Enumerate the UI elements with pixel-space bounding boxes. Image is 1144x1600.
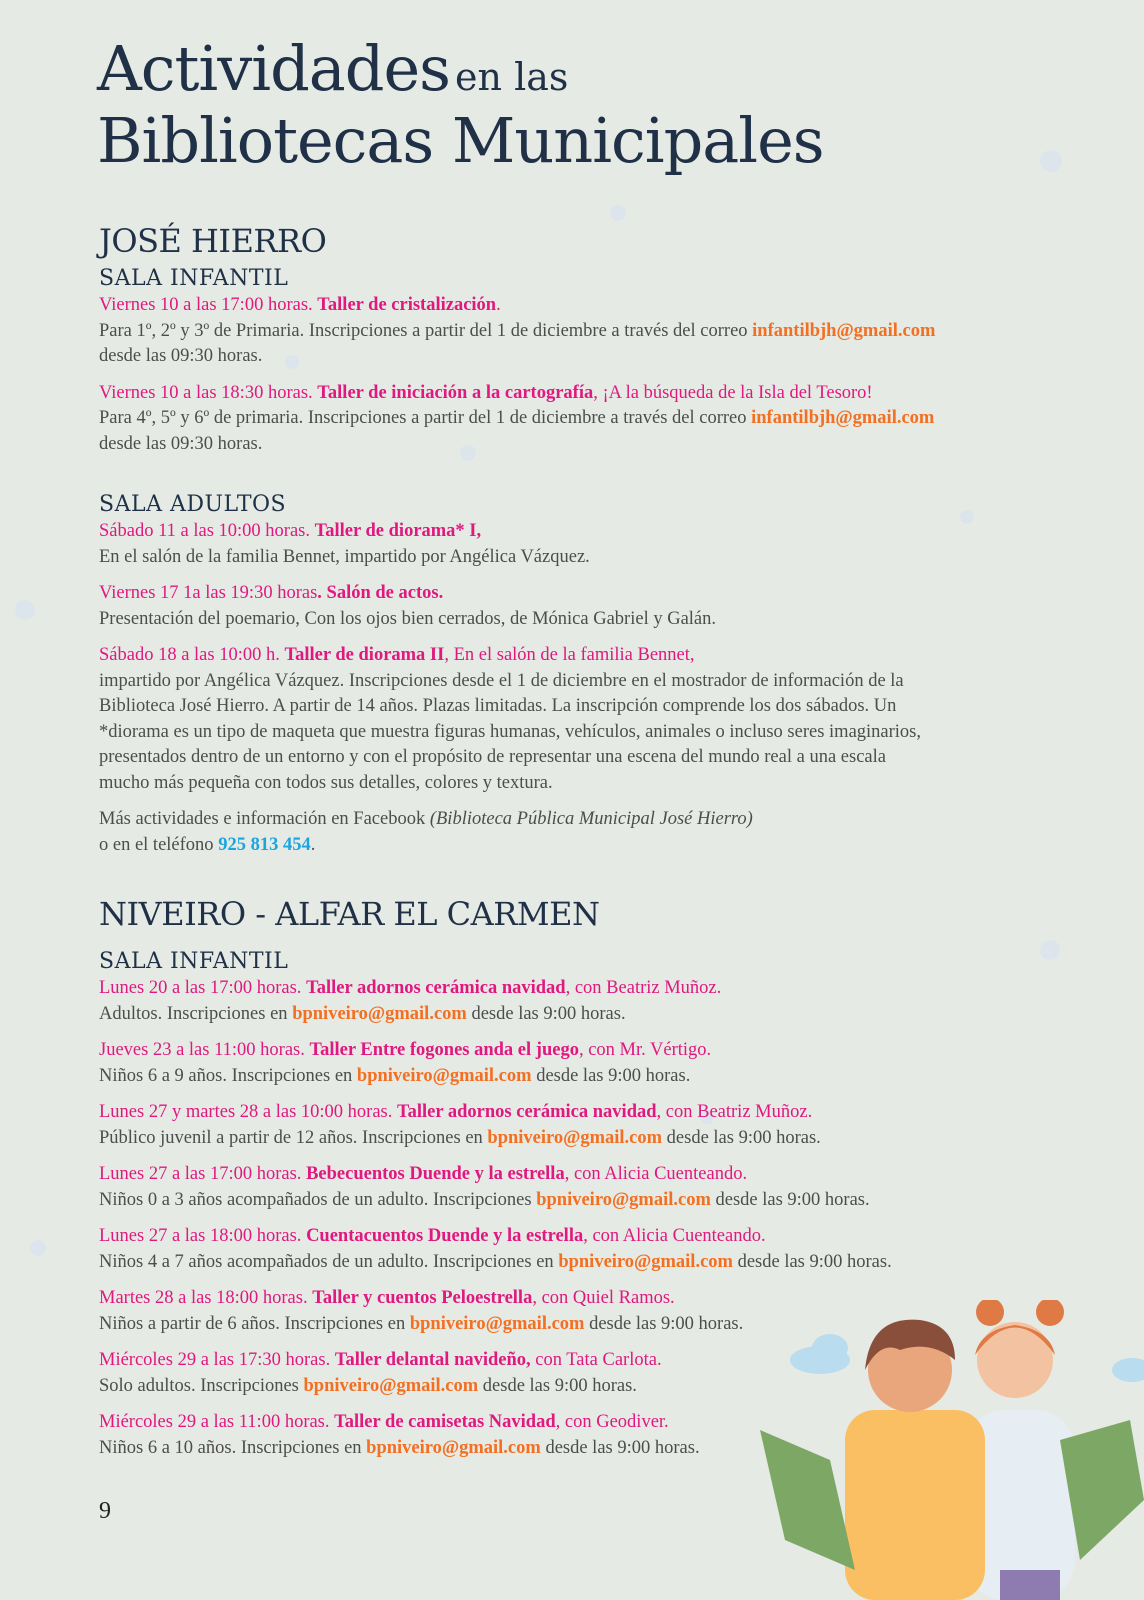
entry-line <box>99 344 1059 370</box>
event-title: Cuentacuentos Duende y la estrella <box>306 1226 584 1246</box>
entry-line <box>99 519 1059 545</box>
event-details: En el salón de la familia Bennet, impartido por Angélica Vázquez. <box>99 546 590 567</box>
event-title: Bebecuentos Duende y la estrella <box>306 1164 565 1184</box>
entry-line <box>99 432 1059 458</box>
event-details: Niños a partir de 6 años. Inscripciones en <box>99 1313 410 1334</box>
activity-entry <box>99 1038 1059 1089</box>
event-title: Taller de diorama II <box>284 645 445 665</box>
entry-line <box>99 771 1059 797</box>
event-title: Taller adornos cerámica navidad <box>306 978 566 998</box>
section-spacer <box>99 869 1059 895</box>
event-date: Lunes 27 a las 17:00 horas. <box>99 1164 307 1184</box>
event-title: Taller delantal navideño, <box>334 1350 531 1370</box>
title-line-bibliotecas: Bibliotecas Municipales <box>97 104 824 177</box>
event-title: Taller Entre fogones anda el juego <box>309 1040 579 1060</box>
event-date: , ¡A la búsqueda de la Isla del Tesoro! <box>593 382 873 403</box>
email-link[interactable]: bpniveiro@gmail.com <box>366 1437 541 1458</box>
entry-line <box>99 1126 1059 1152</box>
event-date: Viernes 17 1a las 19:30 horas <box>99 583 318 603</box>
activity-entry <box>99 519 1059 570</box>
event-details: desde las 9:00 horas. <box>466 1003 626 1024</box>
email-link[interactable]: bpniveiro@gmail.com <box>409 1313 585 1334</box>
entry-line <box>99 643 1059 669</box>
event-date: . <box>496 295 501 315</box>
entry-line <box>99 1224 1059 1250</box>
event-title: Taller de iniciación a la cartografía <box>317 382 594 403</box>
event-date: , En el salón de la familia Bennet, <box>444 645 695 665</box>
event-details: Niños 6 a 10 años. Inscripciones en <box>99 1437 367 1458</box>
activities-content <box>99 222 1059 1472</box>
event-date: Viernes 10 a las 17:00 horas. <box>99 295 318 315</box>
entry-line <box>99 1002 1059 1028</box>
event-details: desde las 9:00 horas. <box>531 1065 691 1086</box>
page-number: 9 <box>99 1498 111 1524</box>
entry-line <box>99 1162 1059 1188</box>
activity-entry <box>99 1100 1059 1151</box>
subsection-spacer <box>99 468 1059 486</box>
page-title <box>97 32 824 177</box>
entry-line <box>99 1100 1059 1126</box>
subsection-heading: SALA INFANTIL <box>99 949 289 974</box>
event-title: Taller de diorama* I, <box>314 521 482 541</box>
event-details: desde las 9:00 horas. <box>540 1437 700 1458</box>
event-date: con Tata Carlota. <box>530 1350 662 1370</box>
activity-entry <box>99 381 1059 458</box>
event-details: desde las 09:30 horas. <box>99 346 263 366</box>
event-details: Biblioteca José Hierro. A partir de 14 años. Plazas limitadas. La inscripción comprende los dos sábados. Un <box>99 696 897 716</box>
activity-entry <box>99 581 1059 632</box>
event-date: , con Mr. Vértigo. <box>578 1040 712 1060</box>
subsection-heading: SALA INFANTIL <box>99 266 289 291</box>
event-details: Público juvenil a partir de 12 años. Inscripciones en <box>99 1127 488 1148</box>
email-link[interactable]: bpniveiro@gmail.com <box>292 1003 467 1024</box>
event-details: Niños 6 a 9 años. Inscripciones en <box>99 1065 357 1086</box>
event-details: desde las 9:00 horas. <box>662 1127 821 1148</box>
event-date: , con Geodiver. <box>555 1412 669 1432</box>
email-link[interactable]: bpniveiro@gmail.com <box>303 1375 479 1396</box>
event-date: Miércoles 29 a las 17:30 horas. <box>99 1350 335 1370</box>
cloud-icon <box>790 1334 850 1374</box>
event-details: Para 1º, 2º y 3º de Primaria. Inscripciones a partir del 1 de diciembre a través del correo <box>99 320 753 341</box>
activity-entry <box>99 807 1059 858</box>
subsection-spacer <box>99 933 1059 943</box>
email-link[interactable]: bpniveiro@gmail.com <box>558 1251 733 1272</box>
boy-figure <box>845 1320 985 1600</box>
entry-line <box>99 607 1059 633</box>
event-details: mucho más pequeña con todos sus detalles, colores y textura. <box>99 772 553 793</box>
event-details: impartido por Angélica Vázquez. Inscripciones desde el 1 de diciembre en el mostrador de información de la <box>99 670 904 691</box>
event-details: o en el teléfono <box>99 834 219 855</box>
entry-line <box>99 1038 1059 1064</box>
activity-entry <box>99 293 1059 370</box>
entry-line <box>99 720 1059 746</box>
entry-line <box>99 669 1059 695</box>
event-title: Taller adornos cerámica navidad <box>397 1102 657 1122</box>
email-link[interactable]: bpniveiro@gmail.com <box>356 1065 532 1086</box>
activity-entry <box>99 976 1059 1027</box>
event-date: Sábado 18 a las 10:00 h. <box>99 645 285 665</box>
activity-entry <box>99 1162 1059 1213</box>
entry-line <box>99 406 1059 432</box>
entry-line <box>99 807 1059 833</box>
event-details: . <box>310 834 316 855</box>
entry-line <box>99 833 1059 859</box>
activity-entry <box>99 1224 1059 1275</box>
event-title: Taller de cristalización <box>317 295 497 315</box>
event-date: , con Quiel Ramos. <box>532 1288 675 1308</box>
title-word-actividades: Actividades <box>97 32 450 105</box>
event-date: Lunes 27 y martes 28 a las 10:00 horas. <box>99 1102 397 1122</box>
event-date: Jueves 23 a las 11:00 horas. <box>99 1040 310 1060</box>
children-reading-illustration <box>760 1300 1144 1600</box>
event-details: Niños 0 a 3 años acompañados de un adulto. Inscripciones <box>99 1189 537 1210</box>
entry-line <box>99 976 1059 1002</box>
event-details: *diorama es un tipo de maqueta que muestra figuras humanas, vehículos, animales o incluso seres imaginarios, <box>99 721 922 742</box>
entry-line <box>99 1188 1059 1214</box>
event-details: desde las 9:00 horas. <box>478 1375 637 1396</box>
email-link[interactable]: infantilbjh@gmail.com <box>752 320 936 341</box>
event-date: Sábado 11 a las 10:00 horas. <box>99 521 315 541</box>
section-heading: NIVEIRO - ALFAR EL CARMEN <box>99 895 600 933</box>
subsection-heading: SALA ADULTOS <box>99 492 287 517</box>
event-date: Viernes 10 a las 18:30 horas. <box>99 382 318 403</box>
event-details: Más actividades e información en Facebook <box>99 809 430 829</box>
event-details: Niños 4 a 7 años acompañados de un adulto. Inscripciones en <box>99 1251 559 1272</box>
event-date: Martes 28 a las 18:00 horas. <box>99 1288 313 1308</box>
event-title: Taller y cuentos Peloestrella <box>312 1288 533 1308</box>
event-date: Miércoles 29 a las 11:00 horas. <box>99 1412 335 1432</box>
event-date: , con Beatriz Muñoz. <box>565 978 722 998</box>
entry-line <box>99 293 1059 319</box>
event-details: Adultos. Inscripciones en <box>99 1003 293 1024</box>
event-date: , con Alicia Cuenteando. <box>583 1226 766 1246</box>
activity-entry <box>99 643 1059 796</box>
entry-line <box>99 694 1059 720</box>
event-details: Presentación del poemario, Con los ojos bien cerrados, de Mónica Gabriel y Galán. <box>99 608 717 629</box>
email-link[interactable]: bpniveiro@gmail.com <box>487 1127 663 1148</box>
entry-line <box>99 545 1059 571</box>
entry-line <box>99 319 1059 345</box>
event-title: Taller de camisetas Navidad <box>334 1412 556 1432</box>
event-date: , con Alicia Cuenteando. <box>564 1164 748 1184</box>
event-title: . Salón de actos. <box>317 583 444 603</box>
email-link[interactable]: infantilbjh@gmail.com <box>751 408 935 428</box>
entry-line <box>99 745 1059 771</box>
event-date: , con Beatriz Muñoz. <box>656 1102 813 1122</box>
section-heading: JOSÉ HIERRO <box>99 222 327 260</box>
event-details: Solo adultos. Inscripciones <box>99 1375 304 1396</box>
entry-line <box>99 381 1059 407</box>
facebook-page-name: (Biblioteca Pública Municipal José Hierro) <box>429 809 753 829</box>
email-link[interactable]: bpniveiro@gmail.com <box>536 1189 711 1210</box>
event-date: Lunes 27 a las 18:00 horas. <box>99 1226 307 1246</box>
event-date: Lunes 20 a las 17:00 horas. <box>99 978 307 998</box>
phone-number[interactable]: 925 813 454 <box>218 834 311 855</box>
entry-line <box>99 1250 1059 1276</box>
event-details: desde las 9:00 horas. <box>584 1313 744 1334</box>
entry-line <box>99 581 1059 607</box>
event-details: desde las 09:30 horas. <box>99 433 263 454</box>
event-details: Para 4º, 5º y 6º de primaria. Inscripciones a partir del 1 de diciembre a través del correo <box>99 408 752 428</box>
event-details: desde las 9:00 horas. <box>732 1251 892 1272</box>
event-details: desde las 9:00 horas. <box>710 1189 870 1210</box>
title-word-en-las: en las <box>455 55 569 99</box>
entry-line <box>99 1064 1059 1090</box>
event-details: presentados dentro de un entorno y con el propósito de representar una escena del mundo real a una escala <box>99 747 886 767</box>
